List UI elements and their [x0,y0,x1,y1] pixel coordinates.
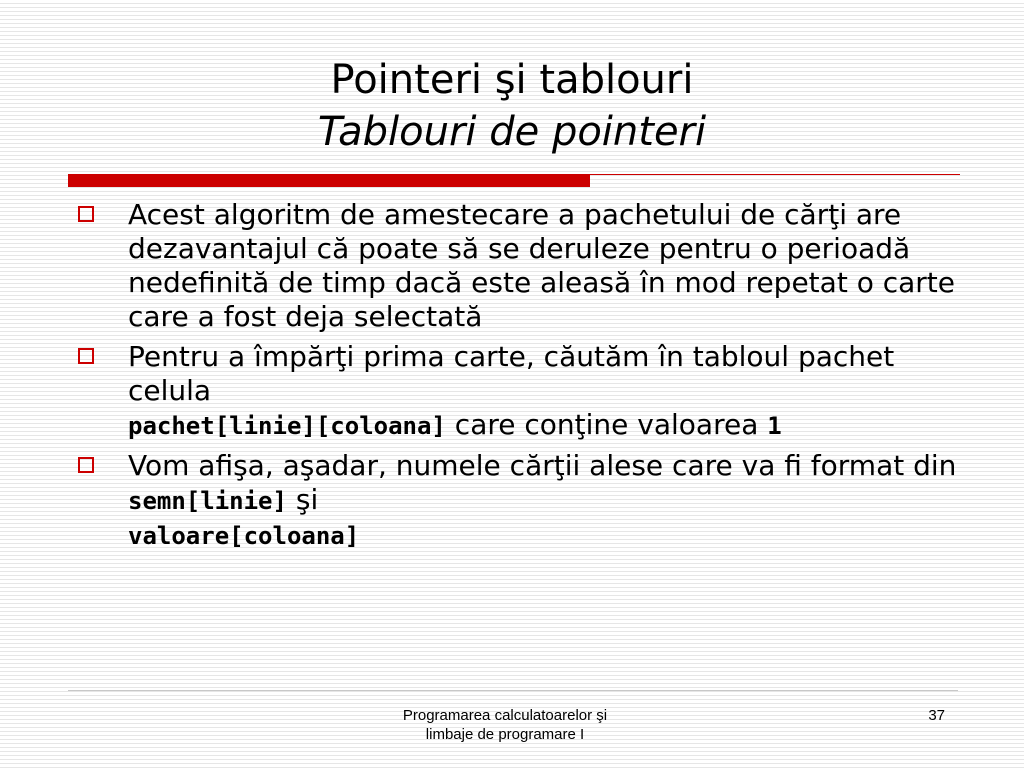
footer-line-2: limbaje de programare I [425,726,585,743]
title-main: Pointeri şi tablouri [330,57,694,103]
hollow-square-icon [78,348,94,364]
footer-divider [68,690,958,691]
slide-title [0,54,1024,158]
bullet-item-3 [78,449,958,553]
bullet-list [78,198,958,559]
code-snippet: valoare[coloana] [128,522,360,550]
bullet-item-2 [78,340,958,443]
code-snippet: 1 [767,412,782,440]
title-accent-line [590,174,960,175]
code-snippet: pachet[linie][coloana] [128,412,446,440]
bullet-item-1 [78,198,958,334]
bullet-text: Vom afişa, aşadar, numele cărţii alese care va fi format din [128,449,957,482]
footer-line-1: Programarea calculatoarelor şi [402,707,608,724]
bullet-text: Acest algoritm de amestecare a pachetului de cărţi are dezavantajul că poate să se deruleze pentru o perioadă nedefinită de timp dacă este aleasă în mod repetat o carte care a fost deja selectată [128,198,955,333]
code-snippet: semn[linie] [128,487,287,515]
bullet-text: şi [295,483,319,516]
title-subtitle: Tablouri de pointeri [317,109,707,155]
title-accent-bar [68,174,590,187]
hollow-square-icon [78,206,94,222]
bullet-text: Pentru a împărţi prima carte, căutăm în tabloul pachet celula [128,340,895,407]
footer-course-title [340,706,670,744]
bullet-text: care conţine valoarea [454,408,759,441]
hollow-square-icon [78,457,94,473]
page-number: 37 [928,707,945,724]
